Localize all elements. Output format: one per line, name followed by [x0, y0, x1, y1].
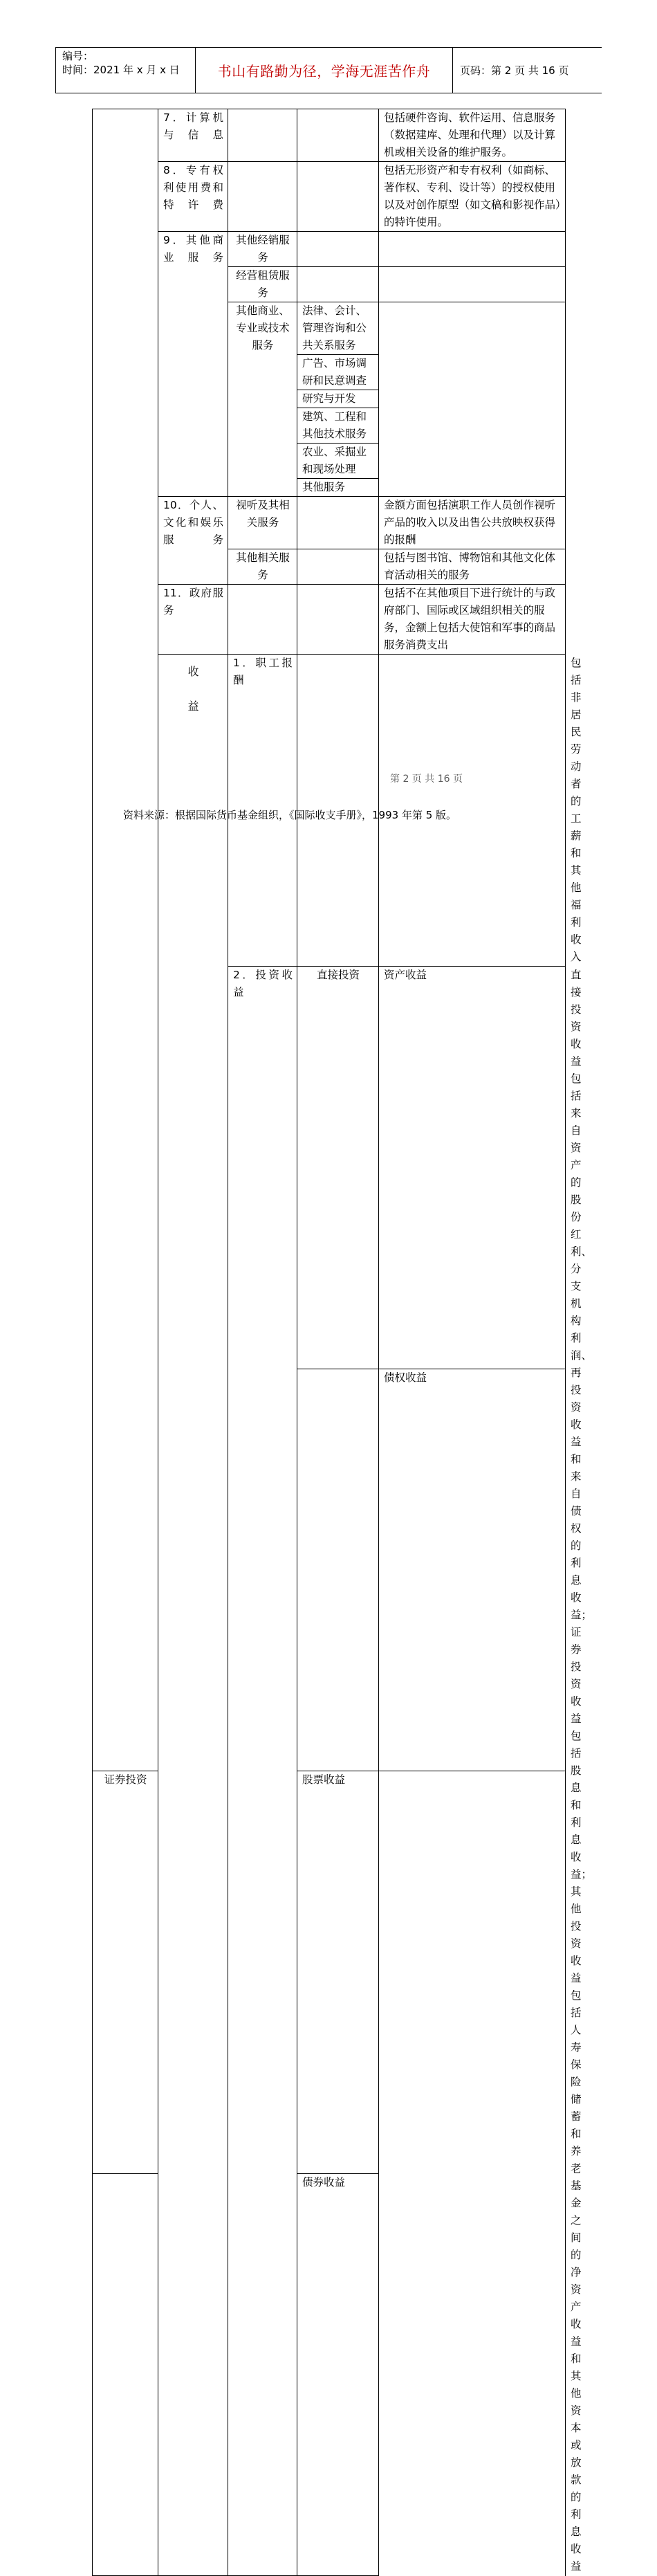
header-page-number: 页码：第 2 页 共 16 页	[460, 64, 569, 77]
row-description: 金额方面包括演职工作人员创作视听产品的收入以及出售公共放映权获得的报酬	[379, 497, 566, 549]
row-title: 7．计算机与信息	[158, 109, 228, 162]
sub-item: 广告、市场调研和民意调查	[297, 355, 379, 390]
table-row	[93, 232, 566, 267]
table-row	[93, 109, 566, 162]
services-category-cell	[93, 109, 158, 1771]
table-row	[93, 162, 566, 232]
row-description: 包括硬件咨询、软件运用、信息服务（数据建库、处理和代理）以及计算机或相关设备的维护服务。	[379, 109, 566, 162]
row-title: 8．专有权利使用费和特许费	[158, 162, 228, 232]
row-title: 1．职工报酬	[228, 655, 297, 967]
sub-category: 其他商业、专业或技术服务	[228, 302, 297, 497]
table-row	[93, 497, 566, 549]
sub-category: 经营租赁服务	[228, 267, 297, 302]
income-category-cell	[158, 655, 228, 2576]
sub-category: 证券投资	[93, 1771, 158, 2174]
sub-category	[93, 2173, 158, 2576]
sub-category: 其他经销服务	[228, 232, 297, 267]
page-header	[55, 47, 602, 93]
source-note: 资料来源：根据国际货币基金组织，《国际收支手册》，1993 年第 5 版。	[123, 809, 457, 821]
sub-item: 股票收益	[297, 1771, 379, 2174]
sub-category: 直接投资	[297, 967, 379, 1369]
row-description: 包括无形资产和专有权利（如商标、著作权、专利、设计等）的授权使用以及对创作原型（如文稿和影视作品）的特许使用。	[379, 162, 566, 232]
sub-item: 债权收益	[379, 1369, 566, 1771]
sub-category: 其他相关服务	[228, 549, 297, 585]
table-row	[93, 585, 566, 655]
income-category-label: 收益	[187, 665, 199, 713]
sub-item: 债券收益	[297, 2173, 379, 2576]
sub-category: 视听及其相关服务	[228, 497, 297, 549]
sub-item: 资产收益	[379, 967, 566, 1369]
row-description: 包括不在其他项目下进行统计的与政府部门、国际或区域组织相关的服务，金额上包括大使馆和军事的商品服务消费支出	[379, 585, 566, 655]
sub-item: 研究与开发	[297, 390, 379, 408]
row-title: 9．其他商业服务	[158, 232, 228, 497]
faded-page-mark: 第 2 页 共 16 页	[390, 774, 463, 785]
row-title: 11．政府服务	[158, 585, 228, 655]
table-row: 2．投资收益 直接投资 资产收益 直接投资收益包括来自资产的股份红利、分支机构利润、再投资收益和来自债权的利息收益；证券投资收益包括股息和利息收益；其他投资收益包括人寿保险储蓄和养老基金之间的净资产收益和其他资本或放款的利息收益	[93, 967, 566, 1369]
row-title: 10．个人、文化和娱乐服务	[158, 497, 228, 585]
doc-time-label: 时间：2021 年 x 月 x 日	[62, 64, 180, 76]
row-description: 包括与图书馆、博物馆和其他文化体育活动相关的服务	[379, 549, 566, 585]
header-motto: 书山有路勤为径，学海无涯苦作舟	[196, 48, 453, 93]
row-title: 2．投资收益	[228, 967, 297, 2576]
table-row: 收益 1．职工报酬 包括非居民劳动者的工薪和其他福利收入	[93, 655, 566, 967]
balance-of-payments-table	[92, 109, 593, 2576]
header-meta	[56, 48, 196, 93]
sub-item: 农业、采掘业和现场处理	[297, 444, 379, 479]
doc-number-label: 编号：	[62, 50, 94, 62]
sub-item: 其他服务	[297, 479, 379, 497]
sub-item: 法律、会计、管理咨询和公共关系服务	[297, 302, 379, 355]
sub-item: 建筑、工程和其他技术服务	[297, 408, 379, 444]
